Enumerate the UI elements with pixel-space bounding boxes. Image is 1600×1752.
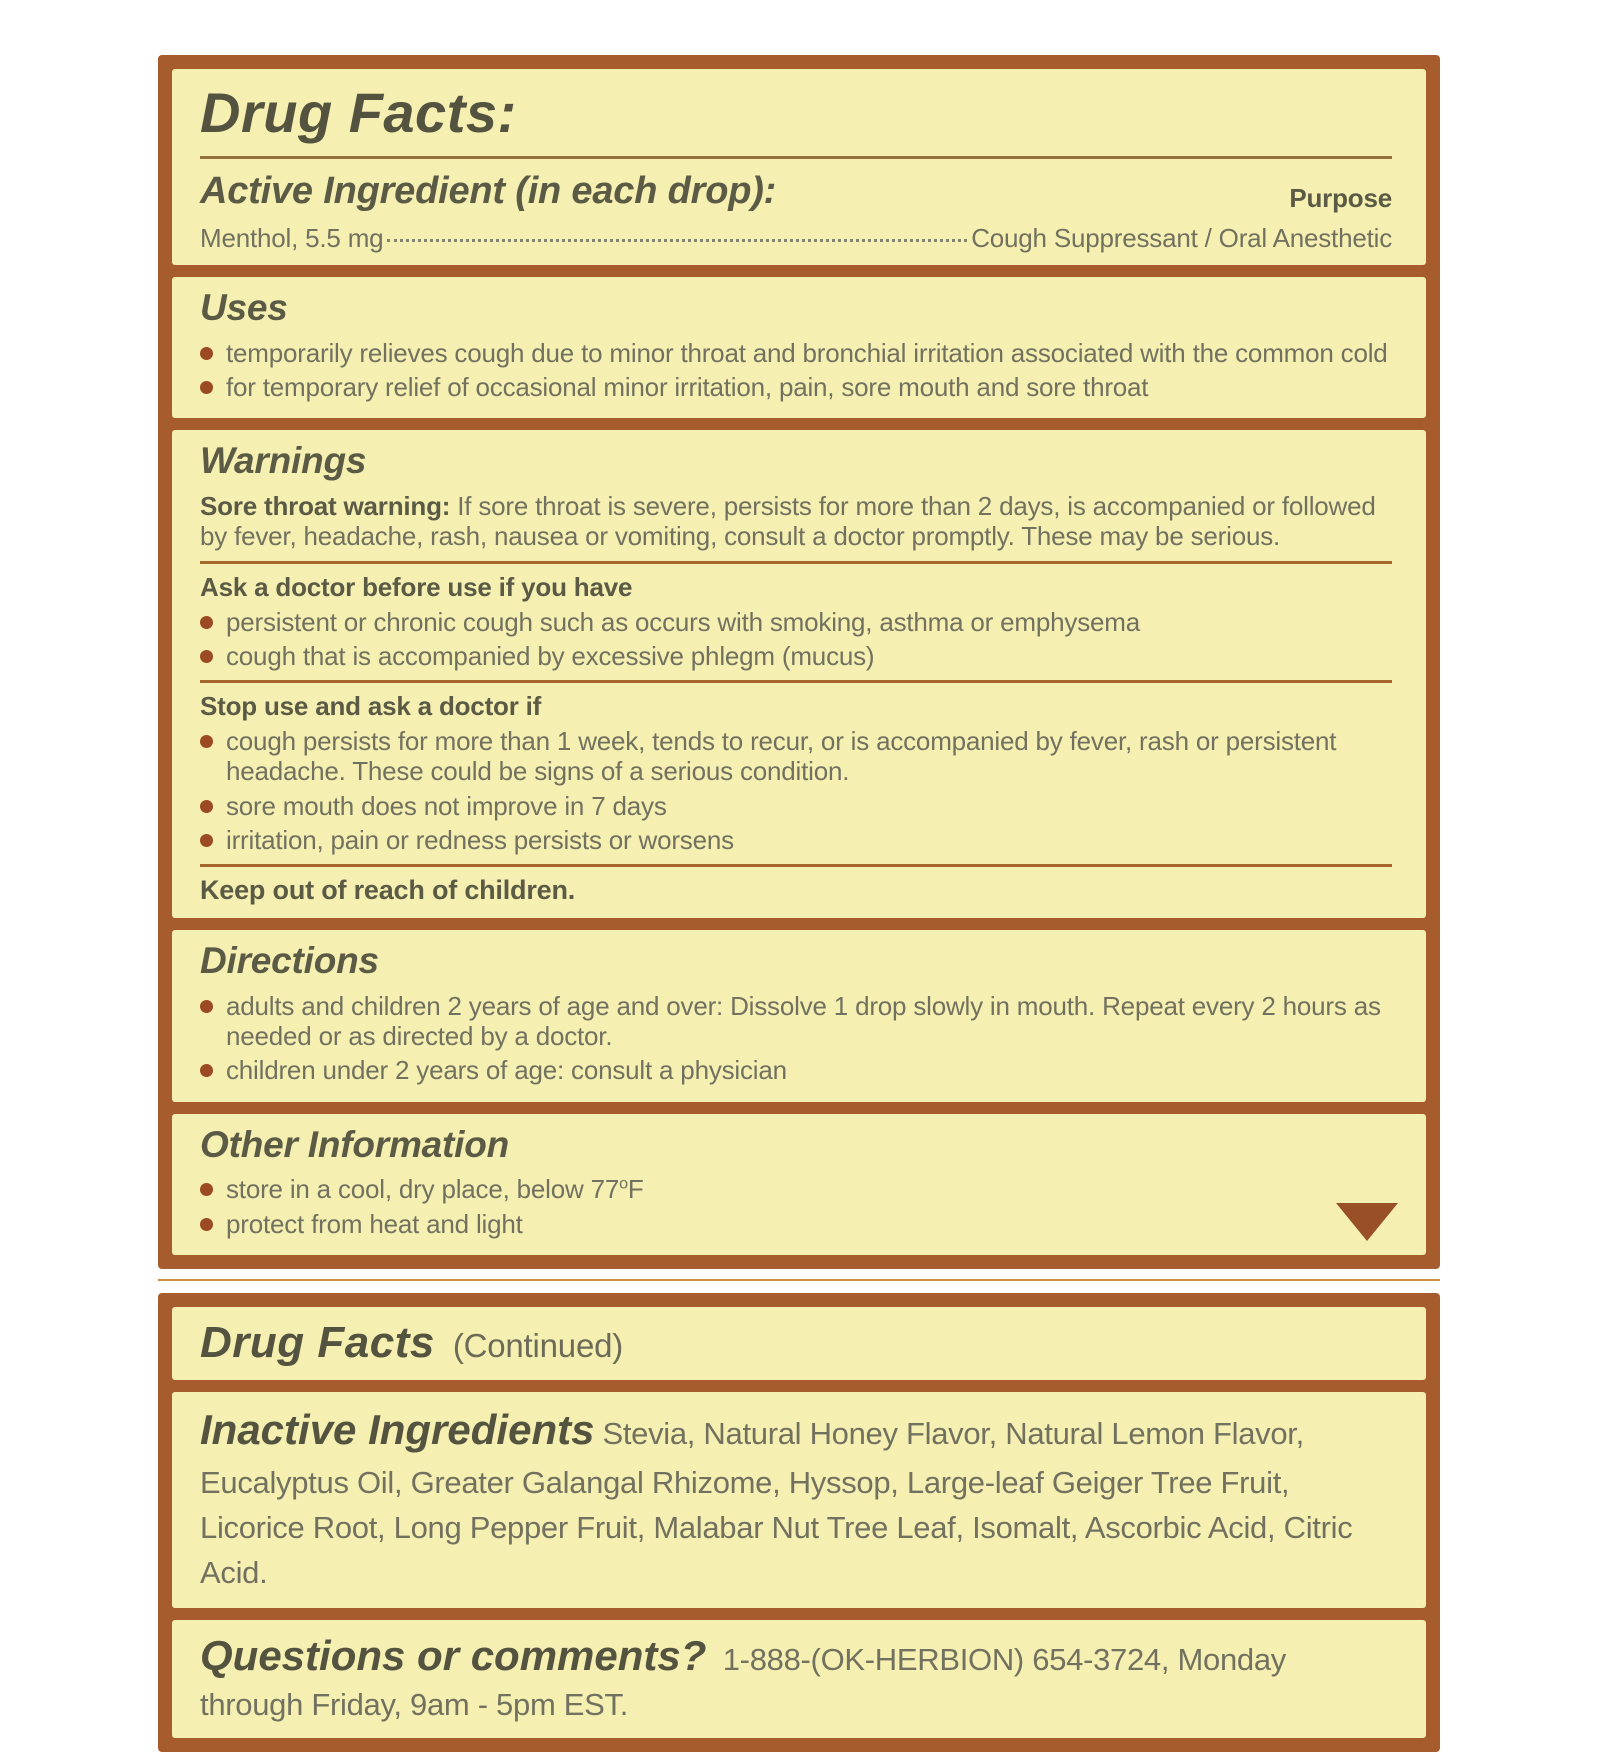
keep-out-of-reach-text: Keep out of reach of children. <box>200 874 576 905</box>
dotted-leader <box>387 239 967 242</box>
active-ingredient-heading: Active Ingredient (in each drop): <box>200 169 777 212</box>
stop-use-heading: Stop use and ask a doctor if <box>200 691 542 722</box>
ingredient-purpose: Cough Suppressant / Oral Anesthetic <box>971 223 1392 254</box>
section-other-information <box>172 1114 1426 1255</box>
other-information-heading: Other Information <box>200 1123 510 1165</box>
section-divider <box>200 561 1392 564</box>
directions-heading: Directions <box>200 940 379 982</box>
uses-bullet-list <box>200 338 1392 402</box>
list-item <box>200 1055 1392 1085</box>
section-continued-title <box>172 1307 1426 1380</box>
bullet-dot-icon <box>200 1064 213 1077</box>
inactive-ingredients-heading: Inactive Ingredients <box>200 1405 595 1453</box>
continued-down-arrow-icon <box>1336 1203 1398 1241</box>
bullet-dot-icon <box>200 1218 213 1231</box>
questions-text: 1-888-(OK-HERBION) 654-3724, Monday through Friday, 9am - 5pm EST. <box>200 1641 1286 1723</box>
purpose-label: Purpose <box>1289 182 1392 213</box>
directions-bullet-2: children under 2 years of age: consult a physician <box>226 1055 787 1086</box>
storage-temp-text <box>226 1174 644 1204</box>
list-item <box>200 372 1392 402</box>
sore-throat-warning <box>200 491 1392 551</box>
list-item <box>200 825 1392 855</box>
bullet-dot-icon <box>200 1183 213 1196</box>
list-item <box>200 338 1392 368</box>
questions-heading: Questions or comments? <box>200 1631 707 1679</box>
uses-bullet-2: for temporary relief of occasional minor irritation, pain, sore mouth and sore throat <box>226 372 1149 403</box>
list-item <box>200 791 1392 821</box>
drug-facts-label <box>158 55 1440 1752</box>
title-underline <box>200 156 1392 159</box>
bullet-dot-icon <box>200 616 213 629</box>
continued-label: (Continued) <box>452 1326 624 1364</box>
section-divider <box>200 680 1392 683</box>
ask-doctor-bullet-list <box>200 607 1392 671</box>
stop-use-bullet-list <box>200 726 1392 855</box>
drug-facts-title: Drug Facts: <box>200 81 517 144</box>
section-warnings <box>172 430 1426 918</box>
bullet-dot-icon <box>200 735 213 748</box>
ask-doctor-heading: Ask a doctor before use if you have <box>200 571 633 602</box>
drug-facts-panel-continued <box>158 1293 1440 1752</box>
drug-facts-panel-front <box>158 55 1440 1269</box>
inactive-ingredients-text: Stevia, Natural Honey Flavor, Natural Lemon Flavor, Eucalyptus Oil, Greater Galangal Rhizome, Hyssop, Large-leaf Geiger Tree Fruit, Licorice Root, Long Pepper Fruit, Malabar Nut Tree Leaf, Isomalt, Ascorbic Acid, Citric Acid. <box>200 1415 1353 1590</box>
degree-symbol: o <box>619 1174 628 1193</box>
bullet-dot-icon <box>200 834 213 847</box>
stop-use-bullet-2: sore mouth does not improve in 7 days <box>226 790 667 821</box>
list-item <box>200 1209 1392 1239</box>
directions-bullet-1: adults and children 2 years of age and over: Dissolve 1 drop slowly in mouth. Repeat every 2 hours as needed or as directed by a doctor. <box>226 991 1381 1052</box>
list-item <box>200 607 1392 637</box>
section-uses <box>172 277 1426 418</box>
sore-throat-warning-text: If sore throat is severe, persists for more than 2 days, is accompanied or followed by fever, headache, rash, nausea or vomiting, consult a doctor promptly. These may be serious. <box>200 491 1376 552</box>
ask-doctor-bullet-1: persistent or chronic cough such as occurs with smoking, asthma or emphysema <box>226 606 1140 637</box>
bullet-dot-icon <box>200 800 213 813</box>
active-ingredient-heading-row <box>200 169 1392 213</box>
stop-use-bullet-3: irritation, pain or redness persists or worsens <box>226 824 734 855</box>
section-inactive-ingredients <box>172 1392 1426 1608</box>
list-item <box>200 726 1392 786</box>
drug-facts-continued-title: Drug Facts <box>200 1317 435 1367</box>
panel-divider-gap <box>158 1269 1440 1293</box>
storage-temp-pre: store in a cool, dry place, below 77 <box>226 1174 620 1205</box>
section-divider <box>200 864 1392 867</box>
stop-use-bullet-1: cough persists for more than 1 week, tends to recur, or is accompanied by fever, rash or persistent headache. These could be signs of a serious condition. <box>226 726 1337 787</box>
other-information-bullet-list <box>200 1174 1392 1238</box>
section-directions <box>172 930 1426 1101</box>
inactive-ingredients-paragraph <box>200 1400 1392 1596</box>
bullet-dot-icon <box>200 650 213 663</box>
bullet-dot-icon <box>200 381 213 394</box>
uses-bullet-1: temporarily relieves cough due to minor throat and bronchial irritation associated with the common cold <box>226 338 1388 369</box>
directions-bullet-list <box>200 991 1392 1085</box>
section-header <box>172 69 1426 265</box>
storage-temp-unit: F <box>627 1174 644 1205</box>
active-ingredient-row <box>200 223 1392 253</box>
list-item <box>200 641 1392 671</box>
uses-heading: Uses <box>200 287 288 329</box>
list-item <box>200 1174 1392 1204</box>
bullet-dot-icon <box>200 347 213 360</box>
warnings-heading: Warnings <box>200 440 367 482</box>
protect-heat-light-text: protect from heat and light <box>226 1208 523 1239</box>
sore-throat-warning-label: Sore throat warning: <box>200 491 451 522</box>
panel-divider-line <box>158 1279 1440 1281</box>
ask-doctor-bullet-2: cough that is accompanied by excessive phlegm (mucus) <box>226 640 875 671</box>
ingredient-name: Menthol, 5.5 mg <box>200 223 384 254</box>
list-item <box>200 991 1392 1051</box>
questions-paragraph <box>200 1628 1392 1727</box>
section-questions-comments <box>172 1620 1426 1739</box>
bullet-dot-icon <box>200 1000 213 1013</box>
